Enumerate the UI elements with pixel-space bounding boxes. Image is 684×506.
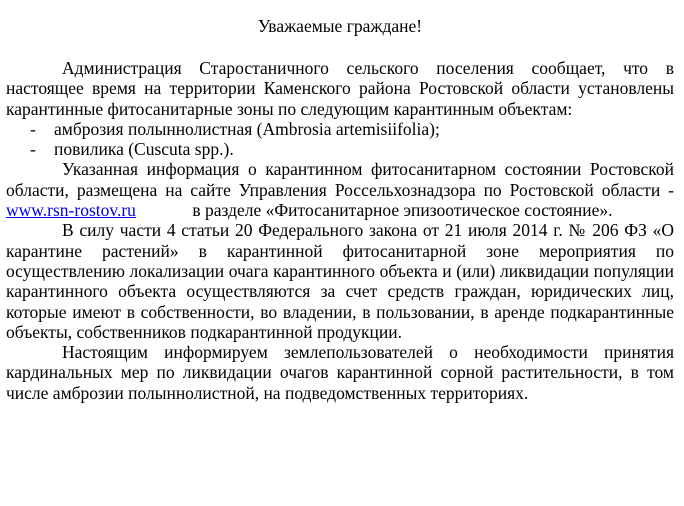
rsn-rostov-link[interactable]: www.rsn-rostov.ru <box>6 200 136 221</box>
paragraph-law: В силу части 4 статьи 20 Федерального закона от 21 июля 2014 г. № 206 ФЗ «О карантине растений» в карантинной фитосанитарной зоне мероприятия по осуществлению локализации очага карантинного объекта и (или) ликвидации популяции карантинного объекта осуществляются за счет средств граждан, юридических лиц, которые имеют в собственности, во владении, в пользовании, в аренде подкарантинные объекты, собственников подкарантинной продукции. <box>6 220 674 342</box>
list-item <box>6 119 674 139</box>
info-text-before-link: Указанная информация о карантинном фитосанитарном состоянии Ростовской области, размещена на сайте Управления Россельхознадзора по Ростовской области - <box>6 159 674 200</box>
document-title: Уважаемые граждане! <box>257 16 423 36</box>
paragraph-announcement: Администрация Старостаничного сельского поселения сообщает, что в настоящее время на территории Каменского района Ростовской области установлены карантинные фитосанитарные зоны по следующим карантинным объектам: <box>6 58 674 119</box>
list-item-ambrosia: амброзия полыннолистная (Ambrosia artemisiifolia); <box>54 118 440 139</box>
quarantine-objects-list <box>6 119 674 160</box>
list-item <box>6 139 674 159</box>
list-bullet: - <box>30 118 36 139</box>
list-bullet: - <box>30 139 36 160</box>
paragraph-info-source <box>6 159 674 220</box>
paragraph-notice: Настоящим информируем землепользователей о необходимости принятия кардинальных мер по ликвидации очагов карантинной сорной растительности, в том числе амброзии полыннолистной, на подведомственных территориях. <box>6 342 674 403</box>
list-item-cuscuta: повилика (Cuscuta spp.). <box>54 139 234 160</box>
info-text-after-link: в разделе «Фитосанитарное эпизоотическое состояние». <box>187 200 613 221</box>
